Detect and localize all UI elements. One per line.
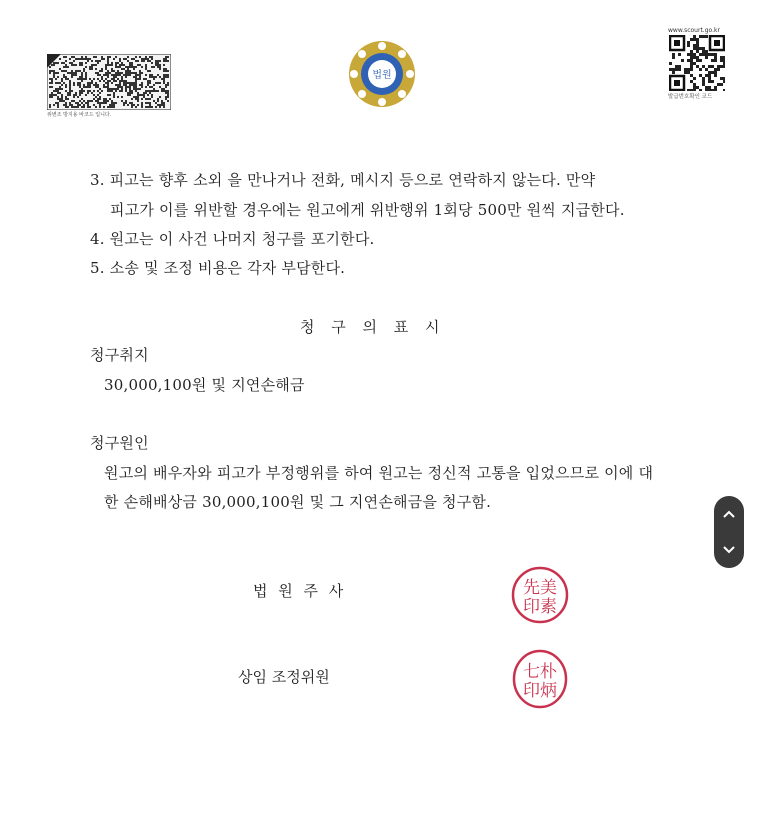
- mediator-title: 상임 조정위원: [238, 668, 330, 686]
- court-clerk-seal: [509, 564, 571, 626]
- verification-qr-code: [669, 35, 725, 91]
- court-emblem-icon: [346, 38, 418, 110]
- court-clerk-title: 법 원 주 사: [253, 582, 347, 600]
- chevron-down-icon: [722, 545, 736, 555]
- claim-cause-line-2: 한 손해배상금 30,000,100원 및 그 지연손해금을 청구함.: [104, 493, 492, 511]
- svg-text:先美: 先美: [523, 578, 557, 598]
- claim-purpose-label: 청구취지: [90, 346, 149, 364]
- svg-text:印素: 印素: [523, 597, 557, 617]
- court-website-url: www.scourt.go.kr: [668, 27, 720, 34]
- barcode-caption: 위변조 방지용 바코드 입니다.: [47, 112, 112, 118]
- svg-text:七朴: 七朴: [523, 662, 557, 682]
- scroll-up-button[interactable]: [714, 496, 744, 532]
- qr-caption: 발급번호확인 코드: [668, 94, 713, 100]
- chevron-up-icon: [722, 509, 736, 519]
- page-scroll-control: [714, 496, 744, 568]
- security-barcode: [47, 54, 171, 110]
- svg-text:印炳: 印炳: [523, 681, 557, 701]
- mediator-seal: [509, 648, 571, 710]
- claim-cause-label: 청구원인: [90, 434, 149, 452]
- scroll-down-button[interactable]: [714, 532, 744, 568]
- item-4: 4. 원고는 이 사건 나머지 청구를 포기한다.: [90, 230, 375, 248]
- claim-purpose-text: 30,000,100원 및 지연손해금: [104, 376, 305, 394]
- item-3-line-1: 3. 피고는 향후 소외 을 만나거나 전화, 메시지 등으로 연락하지 않는다. 만약: [90, 171, 596, 189]
- claim-heading: 청 구 의 표 시: [300, 318, 446, 336]
- item-3-line-2: 피고가 이를 위반할 경우에는 원고에게 위반행위 1회당 500만 원씩 지급한다.: [110, 201, 625, 219]
- item-5: 5. 소송 및 조정 비용은 각자 부담한다.: [90, 259, 346, 277]
- claim-cause-line-1: 원고의 배우자와 피고가 부정행위를 하여 원고는 정신적 고통을 입었으므로 이에 대: [104, 464, 654, 482]
- svg-text:법원: 법원: [372, 70, 392, 81]
